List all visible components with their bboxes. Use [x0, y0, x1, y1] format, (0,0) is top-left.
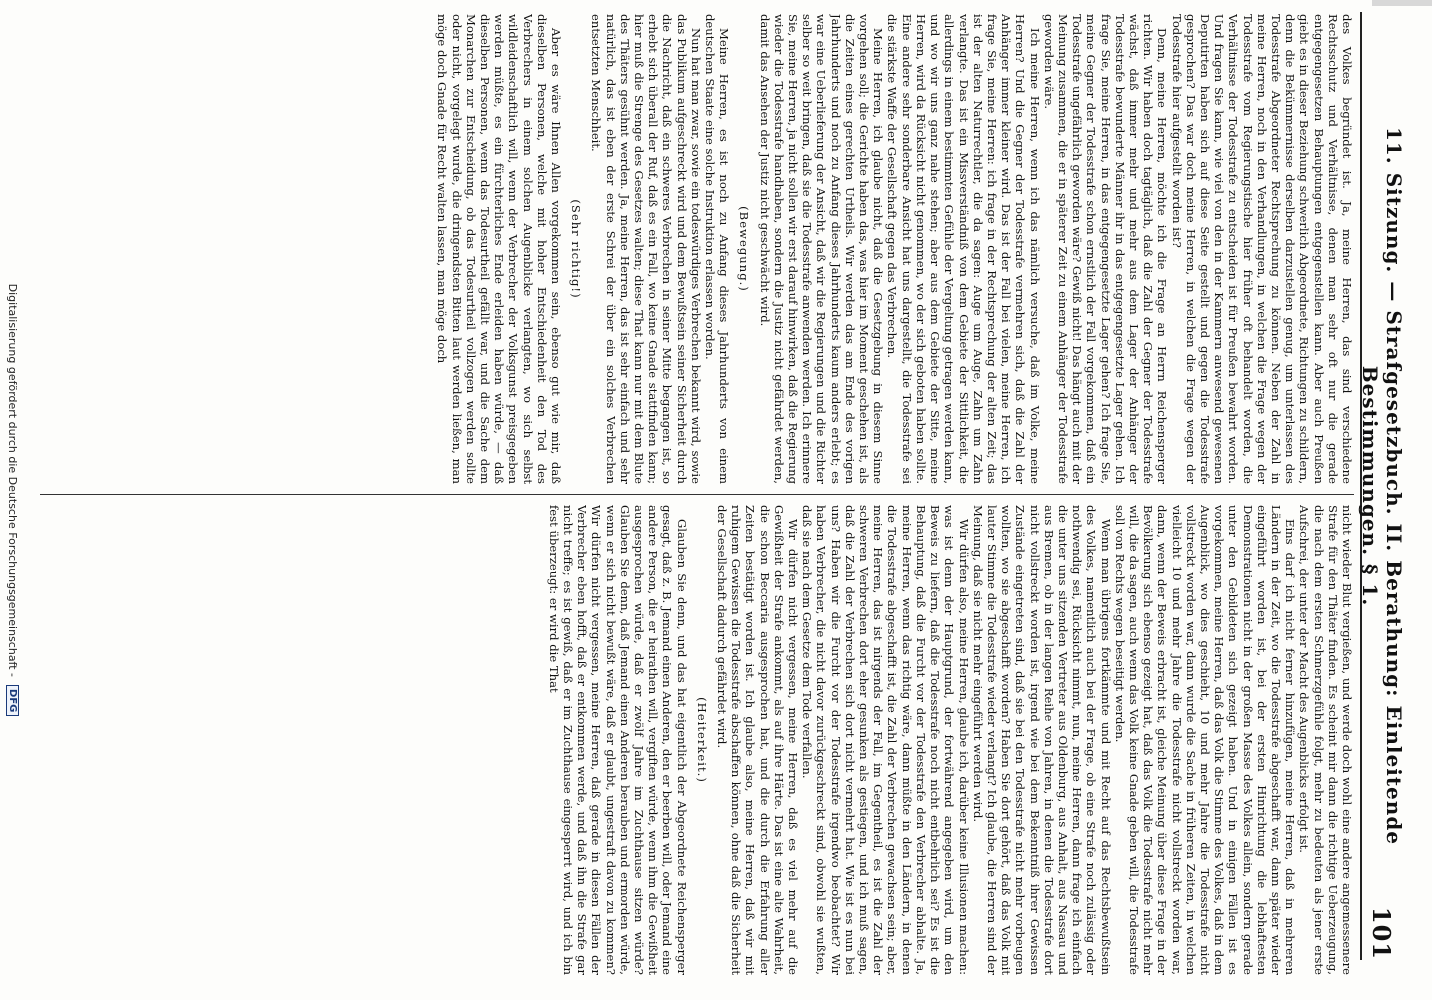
paragraph: nicht wieder Blut vergießen, und werde doch wohl eine andere angemessenere Strafe für den Thäter finden. Es scheint mir dann die richtige Ueberzeugung, die nach dem ersten Schmerzgefühle folgt, mehr zu bedeuten als jener erste Aufschrei, der unter der Macht des Augenblicks erfolgt ist. — [1297, 505, 1354, 975]
column-divider — [40, 494, 1354, 495]
paragraph: Ich meine Herren, wenn ich das nämlich versuche, daß im Volke, meine Herren? Und die Gegner der Todesstrafe vermehren sich, daß die Zahl der Anhänger immer kleiner wird. Das ist der Fall bei vielen, meine Herren, ich frage Sie, meine Herren: ich frage in der Rechtsprechung der alten Zeit; das ist der alten Naturrechtler, die da sagen: Auge um Auge, Zahn um Zahn verlangte. Das ist ein Missverständniß von dem Gebiete der Sittlichkeit, die allerdings in einem bestimmten Gefühle der Vergeltung getragen werden kann, und wo wir uns ganz nahe stehen; aber aus dem Gebiete der Sitte, meine Herren, wird da Rücksicht nicht genommen, wo der sich geboten haben sollte. Eine andere sehr sonderbare Ansicht hat uns dargestellt, die Todesstrafe sei die stärkste Waffe der Gesellschaft gegen das Verbrechen. — [885, 14, 1042, 484]
footer-credit: Digitalisierung gefördert durch die Deutsche Forschungsgemeinschaft - — [6, 283, 20, 678]
interjection: (Bewegung.) — [737, 206, 752, 292]
paragraph: Wenn man übrigens fortkämmte und mit Recht auf das Rechtsbewußtsein des Volkes, namentlich auch bei der Frage, ob eine Strafe noch zulässig oder nothwendig sei, Rücksicht nimmt, nun, meine Herren, dann frage ich einfach die unter uns sitzenden Vertreter aus Oldenburg, aus Anhalt, aus Nassau und aus Bremen, ob in der langen Reihe von Jahren, in denen die Todesstrafe dort nicht vollstreckt worden ist, irgend wie bei dem Bekenntniß ihrer Gewissen Zustände eingetreten sind, daß sie bei den Todesstrafe nicht mehr vorbeugen wollten, wo sie abgeschafft worden? Haben Sie dort gehört, daß das Volk mit lauter Stimme die Todesstrafe wieder verlangt? Ich glaube, die Herren sind der Meinung, daß sie nicht mehr eingeführt werden wird. — [970, 505, 1113, 975]
paragraph: des Volkes begründet ist. Ja, meine Herren, das sind verschiedene Rechtsschutz und Verhältnisse, denen man sehr oft nur die gerade entgegengesetzen Behauptungen entgegenstellen kann. Aber auch Preußen giebt es in dieser Beziehung schwerlich Abgeordnete, Richtungen zu schildern, denn die Bekümmernisse derselben darzustellen genug, um unterlassen des Todesstrafe Abgeordneter Rechtsprechung zu können. Neben der Zahl in meine Herren, noch in den Verhandlungen, in welchen die Frage wegen der Todesstrafe vom Regierungstische hier früher oft behandelt worden, die Verhältnisse der Todesstrafe zu entscheiden ist für Preußen bewahrt worden. Und fragen Sie kann, wie viel von den in der Kammern anwesend gewesenen Deputirten haben sich auf diese Seite gestellt und gegen die Todesstrafe gesprochen? Das war doch meine Herren, in welchen die Frage wegen der Todesstrafe hier aufgestellt worden ist? — [1169, 14, 1354, 484]
paragraph: Meine Herren, ich glaube nicht, daß die Gesetzgebung in diesem Sinne vorgehen soll; die Gerichte haben das, was hier im Moment geschehen ist, als die Zeiten eines gerechten Urtheils. Wir werden das am Ende des vorigen Jahrhunderts und noch zu Anfang dieses Jahrhunderts kaum anders erlebt; es war eine Ueberlieferung der Ansicht, daß wir die Regierungen und die Richter selber so weit bringen, daß sie die Todesstrafe anwenden werden. Ich erinnere Sie, meine Herren, ja nicht sollen wir erst darauf hinwirken, daß die Regierung wieder die Todesstrafe handhaben, sondern die Justiz nicht gefährdet werden, damit das Ansehen der Justiz nicht geschwächt wird. — [757, 14, 886, 484]
digitization-footer — [4, 0, 22, 1000]
paragraph: Eins darf ich nicht ferner hinzufügen, meine Herren, daß in mehreren Ländern in der Zeit, wo die Todesstrafe abgeschafft war, dann später wieder eingeführt worden ist, bei der ersten Hinrichtung die lebhaftesten Demonstrationen nicht in der großen Masse des Volkes allein, sondern gerade unter den Gebildeten sich gezeigt haben. Und in einigen Fällen ist es vorgekommen, meine Herren, daß das Volk die Stimme des Volkes, daß in dem Augenblick, wo dies geschieht, 10 und mehr Jahre die Todesstrafe nicht vollstreckt worden war, dann wurde die Sache in früheren Zeiten, in welchen vielleicht 10 und mehr Jahre die Todesstrafe nicht vollstreckt worden war, dann, wenn der Beweis erbracht ist, gleiche Meinung über diese Frage in der Bevölkerung sich ebenso gezeigt hat, daß das Volk die Todesstrafe nicht mehr will, die da sagen, auch wenn das Volk keine Gnade geben will, die Todesstrafe soll von Rechts wegen beseitigt werden. — [1112, 505, 1298, 975]
paragraph: Denn, meine Herren, möchte ich die Frage an Herrn Reichensperger richten. Wir haben doch tagtäglich, daß die Zahl der Gegner der Todesstrafe wächst, daß immer mehr und mehr aus dem Lager der Anhänger der Todesstrafe bewunderte Männer ihr in das entgegengesetzte Lager gehen. Ich frage Sie, meine Herren, in das entgegengesetzte Lager gehen? Ich frage Sie, meine Gegner der Todesstrafe schon ernstlich der Fall vorgekommen, daß ein Todesstrafe ungefährlich geworden wäre? Gewiß nicht! Das hängt auch mit der Meinung zusammen, die er in späterer Zeit zu einem Anhänger der Todesstrafe geworden wäre. — [1041, 14, 1170, 484]
paragraph: Wir dürfen nicht vergessen, meine Herren, daß es viel mehr auf die Gewißheit der Strafe ankommt, als auf ihre Härte. Das ist eine alte Wahrheit, die schon Beccaria ausgesprochen hat, und die durch die Erfahrung aller Zeiten bestätigt worden ist. Ich glaube also, meine Herren, daß wir mit ruhigem Gewissen die Todesstrafe abschaffen können, ohne daß die Sicherheit der Gesellschaft dadurch gefährdet wird. — [715, 505, 801, 975]
paragraph: Nun hat man zwar, sowie ein todeswürdiges Verbrechen bekannt wird, sowie das Publikum aufgeschreckt wird und dem Bewußtsein seiner Sicherheit durch die Nachricht, daß ein schweres Verbrechen in seiner Mitte begangen ist, so erhebt sich überall der Ruf, daß es ein Fall, wo keine Gnade stattfinden kann; hier muß die Strenge des Gesetzes walten; diese That kann nur mit dem Blute des Thäters gesühnt werden. Ja, meine Herren, das ist sehr einfach und sehr natürlich, das ist eben der erste Schrei der über ein solches Verbrechen entsetzten Menschheit. — [589, 14, 703, 484]
page-title: 11. Sitzung. — Strafgesetzbuch. II. Berathung: Einleitende Bestimmungen. § 1. — [1358, 126, 1406, 846]
interjection: (Heiterkeit.) — [694, 697, 709, 783]
paragraph: Glauben Sie denn, und das hat eigentlich der Abgeordnete Reichensperger gesagt, daß z. B. Jemand einen Anderen, den er beerben will, oder Jemand eine andere Person, die er heirathen will, vergiften würde, wenn ihm die Gewißheit ausgesprochen würde, daß er zwölf Jahre im Zuchthause sitzen würde? Glauben Sie denn, daß Jemand einen Anderen berauben und ermorden würde, wenn er sich nicht bewußt wäre, daß er glaubt, ungestraft davon zu kommen? Wir dürfen nicht vergessen, meine Herren, daß gerade in diesen Fällen der Verbrecher eben hofft, daß er entkommen werde, und daß ihn die Strafe gar nicht treffe; es ist gewiß, daß er im Zuchthause eingesperrt wird, und ich bin fest überzeugt: er wird die That — [546, 505, 689, 975]
page-header — [1358, 12, 1406, 960]
dfg-logo: DFG — [7, 685, 20, 716]
text-column-left — [40, 14, 1354, 484]
interjection: (Sehr richtig!) — [569, 199, 584, 299]
paragraph: Aber es wäre Ihnen Allen vorgekommen sein, ebenso gut wie mir, daß dieselben Personen, welche mit hoher Entschiedenheit den Tod des Verbrechers in einem solchen Augenblicke verlangten, wo sich selbst wildleidenschaftlich will, wenn der Verbrecher der Volksgunst preisgegeben werden müßte, es ein fürchterliches Ende erleiden haben würde, — daß dieselben Personen, wenn das Todesurtheil gefällt war, und die Sache dem Monarchen zur Entscheidung, ob das Todesurtheil vollzogen werden sollte oder nicht, vorgelegt wurde, die dringendsten Bitten laut werden ließen, man möge doch Gnade für Recht walten lassen, man möge doch — [435, 14, 564, 484]
scan-edge — [1372, 0, 1432, 6]
paragraph: Meine Herren, es ist noch zu Anfang dieses Jahrhunderts von einem deutschen Staate eine solche Instruktion erlassen worden. — [703, 14, 732, 484]
paragraph: Wir dürfen also, meine Herren, glaube ich, darüber keine Illusionen machen: was ist denn der Hauptgrund, der fortwährend angegeben wird, um den Beweis zu liefern, daß die Todesstrafe noch nicht entbehrlich sei? Es ist die Behauptung, daß die Furcht vor der Todesstrafe den Verbrecher abhalte. Ja, meine Herren, wenn das richtig wäre, dann müßte in den Ländern, in denen die Todesstrafe abgeschafft ist, die Zahl der Verbrechen gewachsen sein; aber, meine Herren, das ist nirgends der Fall, im Gegentheil, es ist die Zahl der schweren Verbrechen dort eher gesunken als gestiegen, und ich muß sagen, daß die Zahl der Verbrechen sich dort nicht vermehrt hat. Wie ist es nun bei uns? Haben wir die Furcht vor der Todesstrafe irgendwo beobachtet? Wir haben Verbrecher, die nicht davor zurückgeschreckt sind, obwohl sie wußten, daß sie nach dem Gesetze dem Tode verfallen. — [800, 505, 971, 975]
text-column-right — [40, 505, 1354, 975]
page-number: 101 — [1367, 906, 1397, 960]
